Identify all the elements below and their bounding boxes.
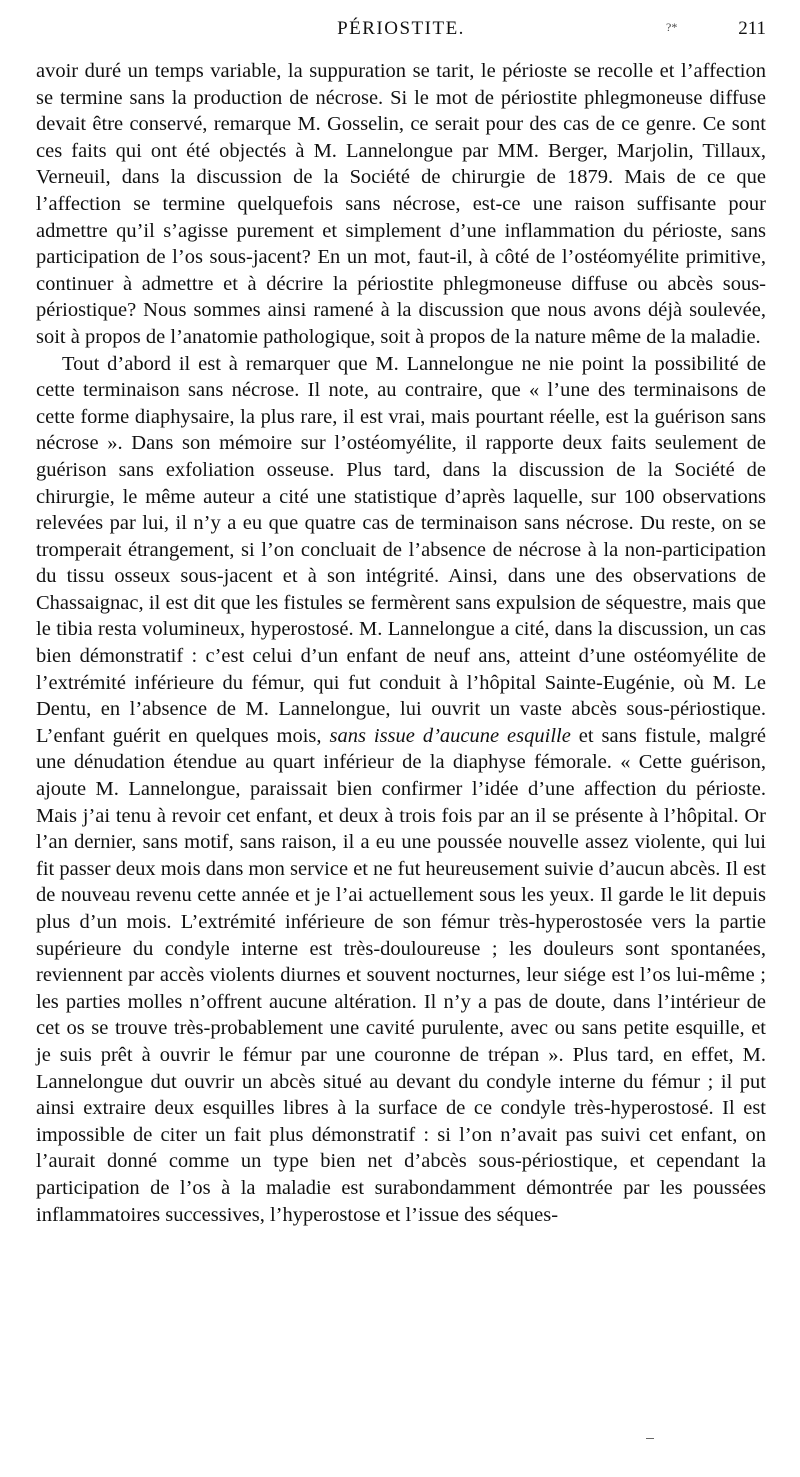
running-title: PÉRIOSTITE. xyxy=(337,18,465,39)
paragraph-text-before-emphasis: Tout d’abord il est à remarquer que M. Lannelongue ne nie point la possibilité de cette terminaison sans nécrose. Il note, au contraire, que « l’une des terminaisons de cette forme diaphysaire, la plus rare, il est vrai, mais pourtant réelle, est la guérison sans nécrose ». Dans son mémoire sur l’ostéomyélite, il rapporte deux faits seulement de guérison sans exfoliation osseuse. Plus tard, dans la discussion de la Société de chirurgie, le même auteur a cité une statistique d’après laquelle, sur 100 observations relevées par lui, il n’y a eu que quatre cas de terminaison sans nécrose. Du reste, on se tromperait étrangement, si l’on concluait de l’absence de nécrose à la non-participation du tissu osseux sous-jacent et à son intégrité. Ainsi, dans une des observations de Chassaignac, il est dit que les fistules se fermèrent sans expulsion de séquestre, mais que le tibia resta volumineux, hyperostosé. M. Lannelongue a cité, dans la discussion, un cas bien démonstratif : c’est celui d’un enfant de neuf ans, atteint d’une ostéomyélite de l’extrémité inférieure du fémur, qui fut conduit à l’hôpital Sainte-Eugénie, où M. Le Dentu, en l’absence de M. Lannelongue, lui ouvrit un vaste abcès sous-périostique. L’enfant guérit en quelques mois, xyxy=(36,352,766,747)
footer-dash xyxy=(646,1438,654,1439)
paragraph-continuation: avoir duré un temps variable, la suppuration se tarit, le périoste se recolle et l’affection se termine sans la production de nécrose. Si le mot de périostite phlegmoneuse diffuse devait être conservé, remarque M. Gosselin, ce serait pour des cas de ce genre. Ce sont ces faits qui ont été objectés à M. Lannelongue par MM. Berger, Marjolin, Tillaux, Verneuil, dans la discussion de la Société de chirurgie de 1879. Mais de ce que l’affection se termine quelquefois sans nécrose, est-ce une raison suffisante pour admettre qu’il s’agisse purement et simplement d’une inflammation du périoste, sans participation de l’os sous-jacent? En un mot, faut-il, à côté de l’ostéomyélite primitive, continuer à admettre et à décrire la périostite phlegmoneuse diffuse ou abcès sous-périostique? Nous sommes ainsi ramené à la discussion que nous avons déjà soulevée, soit à propos de l’anatomie pathologique, soit à propos de la nature même de la maladie. xyxy=(36,60,766,348)
body-text xyxy=(36,58,766,1228)
page-number: 211 xyxy=(738,18,766,39)
emphasis-phrase: sans issue d’aucune esquille xyxy=(329,724,571,747)
printer-mark: ?* xyxy=(666,20,678,34)
running-header xyxy=(36,18,766,48)
paragraph-text-after-emphasis: et sans fistule, malgré une dénudation étendue au quart inférieur de la diaphyse fémorale. « Cette guérison, ajoute M. Lannelongue, paraissait bien confirmer l’idée d’une affection du périoste. Mais j’ai tenu à revoir cet enfant, et deux à trois fois par an il se présente à l’hôpital. Or l’an dernier, sans motif, sans raison, il a eu une poussée nouvelle assez violente, qui lui fit passer deux mois dans mon service et ne fut heureusement suivie d’aucun abcès. Il est de nouveau revenu cette année et je l’ai actuellement sous les yeux. Il garde le lit depuis plus d’un mois. L’extrémité inférieure de son fémur très-hyperostosée vers la partie supérieure du condyle interne est très-douloureuse ; les douleurs sont spontanées, reviennent par accès violents diurnes et souvent nocturnes, leur siége est l’os lui-même ; les parties molles n’offrent aucune altération. Il n’y a pas de doute, dans l’intérieur de cet os se trouve très-probablement une cavité purulente, avec ou sans petite esquille, et je suis prêt à ouvrir le fémur par une couronne de trépan ». Plus tard, en effet, M. Lannelongue dut ouvrir un abcès situé au devant du condyle interne du fémur ; il put ainsi extraire deux esquilles libres à la surface de ce condyle très-hyperostosé. Il est impossible de citer un fait plus démonstratif : si l’on n’avait pas suivi cet enfant, on l’aurait donné comme un type bien net d’abcès sous-périostique, et cependant la participation de l’os à la maladie est surabondamment démontrée par les poussées inflammatoires successives, l’hyperostose et l’issue des séques- xyxy=(36,724,766,1226)
paragraph-lannelongue xyxy=(36,351,766,1229)
